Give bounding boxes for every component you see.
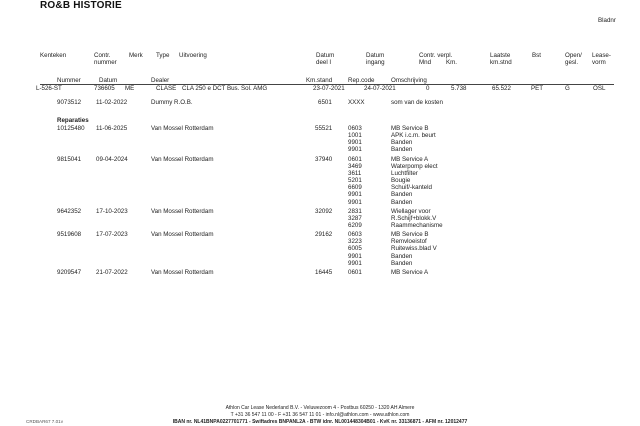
col-uitvoering: Uitvoering xyxy=(179,52,207,59)
repair-code: 1001 xyxy=(348,132,362,140)
repair-dealer: Van Mossel Rotterdam xyxy=(151,125,214,132)
entry-dealer: Dummy R.O.B. xyxy=(151,99,193,106)
col-contr-sub: nummer xyxy=(94,59,117,66)
repair-code: 5201 xyxy=(348,177,362,185)
sub-datum: Datum xyxy=(99,77,118,84)
repair-nummer: 10125480 xyxy=(57,125,85,132)
col-laatste-sub: km.stnd xyxy=(490,59,512,66)
footer-address: Athlon Car Lease Nederland B.V. - Veluwezoom 4 - Postbus 60250 - 1320 AH Almere xyxy=(225,405,415,411)
col-contr: Contr. xyxy=(94,52,111,59)
repair-omschrijving: Bougie xyxy=(391,177,411,185)
col-datum-ingang: Datum xyxy=(366,52,385,59)
sub-omschrijving: Omschrijving xyxy=(391,77,427,84)
repair-datum: 17-07-2023 xyxy=(96,231,128,239)
form-code: CRDBAR67 7.01v xyxy=(26,419,64,424)
repair-nummer: 9519608 xyxy=(57,231,82,239)
repair-code: 3223 xyxy=(348,238,362,246)
vehicle-open: G xyxy=(565,85,570,92)
col-datum-deel-sub: deel I xyxy=(316,59,332,66)
vehicle-km: 5.738 xyxy=(451,85,467,92)
repair-datum: 21-07-2022 xyxy=(96,268,128,276)
sub-dealer: Dealer xyxy=(151,77,170,84)
entry-kmstand: 6501 xyxy=(318,99,332,106)
repair-datum: 11-06-2025 xyxy=(96,125,128,132)
repair-omschrijving: Luchtfilter xyxy=(391,169,418,177)
entry-nummer: 9073512 xyxy=(57,99,82,106)
repair-omschrijving: MB Service A xyxy=(391,268,429,276)
vehicle-kenteken: L-526-ST xyxy=(36,85,62,92)
reparaties-heading: Reparaties xyxy=(57,117,89,124)
repair-code: 0601 xyxy=(348,155,362,163)
repair-kmstand: 37940 xyxy=(315,155,333,163)
repair-dealer: Van Mossel Rotterdam xyxy=(151,231,214,239)
entry-datum: 11-02-2022 xyxy=(96,99,128,106)
repair-code: 9901 xyxy=(348,259,362,267)
repair-omschrijving: Schuif/-kanteld xyxy=(391,184,432,192)
bladnr-label: Bladnr xyxy=(598,17,616,24)
entry-omschrijving: som van de kosten xyxy=(391,99,443,106)
repair-code: 3611 xyxy=(348,169,362,177)
repair-kmstand: 55521 xyxy=(315,125,333,132)
footer-contact: T +31 36 547 11 00 - F +31 36 547 11 01 - info.nl@athlon.com - www.athlon.com xyxy=(230,412,410,418)
repair-code: 9901 xyxy=(348,139,362,147)
col-km: Km. xyxy=(446,59,458,66)
repair-omschrijving: MB Service B xyxy=(391,125,429,132)
repair-nummer: 9815041 xyxy=(57,155,82,163)
repair-omschrijving: Remvloeistof xyxy=(391,238,427,246)
repair-omschrijving: Banden xyxy=(391,191,413,199)
col-bst: Bst xyxy=(532,52,541,59)
repair-code: 3469 xyxy=(348,162,362,170)
vehicle-contr: 736605 xyxy=(94,85,115,92)
footer-legal: IBAN nr. NL41BNPA0227701771 - Swiftadres BNPANL2A - BTW idnr. NL001448304B01 - KvK nr. 33136871 - AFM nr. 12012477 xyxy=(172,419,468,425)
repair-nummer: 9209547 xyxy=(57,268,82,276)
sub-repcode: Rep.code xyxy=(348,77,375,84)
repair-code: 3287 xyxy=(348,214,362,222)
repair-omschrijving: Banden xyxy=(391,146,413,154)
col-datum-ingang-sub: ingang xyxy=(366,59,385,66)
vehicle-mnd: 0 xyxy=(426,85,430,92)
col-type: Type xyxy=(156,52,170,59)
repair-code: 9901 xyxy=(348,252,362,260)
vehicle-laatste: 65.522 xyxy=(492,85,511,92)
repair-code: 0601 xyxy=(348,268,362,276)
repair-omschrijving: Banden xyxy=(391,139,413,147)
repair-code: 9901 xyxy=(348,146,362,154)
vehicle-bst: PET xyxy=(531,85,544,92)
vehicle-type: CLASE xyxy=(156,85,177,92)
repair-code: 0603 xyxy=(348,231,362,239)
repair-dealer: Van Mossel Rotterdam xyxy=(151,268,214,276)
col-kenteken: Kenteken xyxy=(40,52,67,59)
repair-omschrijving: APK i.c.m. beurt xyxy=(391,132,436,140)
repair-code: 2831 xyxy=(348,207,362,215)
col-mnd: Mnd xyxy=(419,59,432,66)
repair-omschrijving: Banden xyxy=(391,252,413,260)
repair-omschrijving: Raammechanisme xyxy=(391,221,443,229)
repair-kmstand: 16445 xyxy=(315,268,333,276)
col-laatste: Laatste xyxy=(490,52,511,59)
col-merk: Merk xyxy=(129,52,143,59)
repair-omschrijving: MB Service B xyxy=(391,231,429,239)
repair-datum: 09-04-2024 xyxy=(96,155,128,163)
col-lease: Lease- xyxy=(592,52,611,59)
repair-kmstand: 29162 xyxy=(315,231,333,239)
repair-omschrijving: Ruitewiss.blad V xyxy=(391,245,437,253)
repair-omschrijving: Banden xyxy=(391,259,413,267)
col-lease-sub: vorm xyxy=(592,59,606,66)
page-title: RO&B HISTORIE xyxy=(40,0,122,11)
repair-omschrijving: Banden xyxy=(391,198,413,206)
repair-kmstand: 32092 xyxy=(315,207,333,215)
repair-omschrijving: Waterpomp elect xyxy=(391,162,438,170)
repair-nummer: 9642352 xyxy=(57,207,82,215)
vehicle-uitvoering: CLA 250 e DCT Bus. Sol. AMG xyxy=(182,85,268,92)
sub-nummer: Nummer xyxy=(57,77,81,84)
entry-repcode: XXXX xyxy=(348,99,365,106)
vehicle-lease: OSL xyxy=(593,85,606,92)
repair-dealer: Van Mossel Rotterdam xyxy=(151,155,214,163)
repair-omschrijving: Wiellager voor xyxy=(391,207,431,215)
repair-omschrijving: R.Schijf+blokk.V xyxy=(391,214,437,222)
repair-code: 9901 xyxy=(348,198,362,206)
repair-code: 0603 xyxy=(348,125,362,132)
repair-code: 6609 xyxy=(348,184,362,192)
repair-dealer: Van Mossel Rotterdam xyxy=(151,207,214,215)
sub-kmstand: Km.stand xyxy=(306,77,333,84)
repair-datum: 17-10-2023 xyxy=(96,207,128,215)
repair-code: 6005 xyxy=(348,245,362,253)
vehicle-datum-ingang: 24-07-2021 xyxy=(364,85,396,92)
col-open: Open/ xyxy=(565,52,582,59)
vehicle-merk: ME xyxy=(125,85,135,92)
repair-code: 6209 xyxy=(348,221,362,229)
col-open-sub: gesl. xyxy=(565,59,579,66)
repair-code: 9901 xyxy=(348,191,362,199)
col-contr-verpl: Contr. verpl. xyxy=(419,52,453,59)
repair-omschrijving: MB Service A xyxy=(391,155,429,163)
vehicle-datum-deel: 23-07-2021 xyxy=(313,85,345,92)
col-datum-deel: Datum xyxy=(316,52,335,59)
